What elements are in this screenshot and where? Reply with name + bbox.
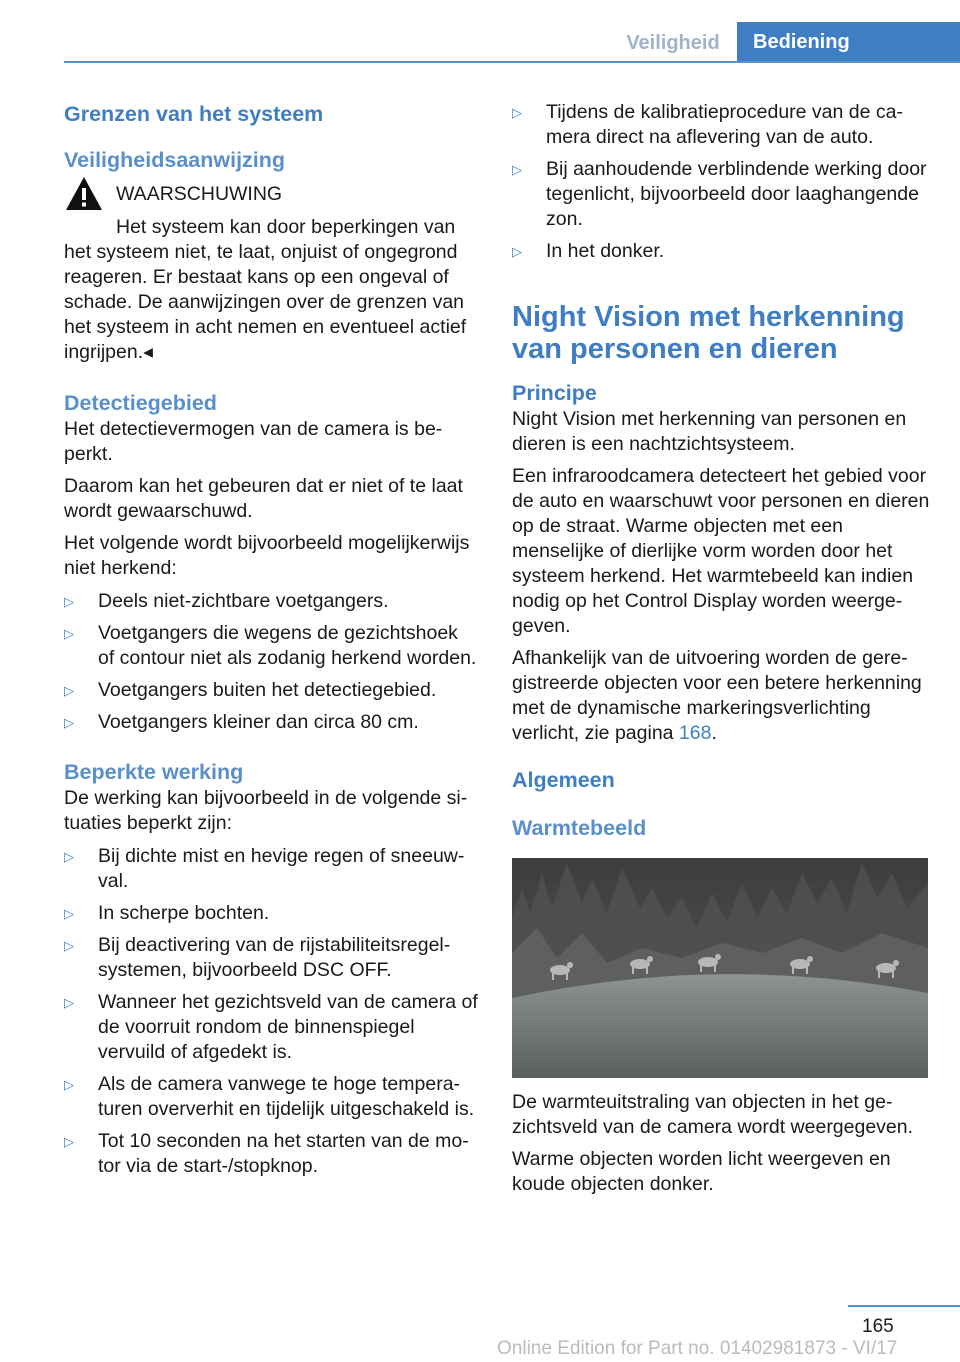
list-item: ▷ Voetgangers kleiner dan circa 80 cm. [64,711,419,733]
detection-paragraph-1: Het detectievermogen van de camera is beperkt. [64,418,443,465]
warning-text: Het systeem kan door beperkingen van het systeem niet, te laat, onjuist of ongegrond reageren. Er bestaat kans op een ongeval of schade. De aanwijzingen over de grenzen van het systeem in acht nemen en eventueel actief ingrijpen.◂ [64,216,467,363]
triangle-bullet-icon: ▷ [64,1077,74,1092]
thermal-paragraph-1: De warmteuitstraling van objecten in het gezichtsveld van de camera wordt weergegeven. [512,1091,914,1138]
warning-triangle-icon [64,174,104,214]
triangle-bullet-icon: ▷ [512,244,522,259]
footer-rule [848,1305,960,1307]
heading-safety-notice: Veiligheidsaanwijzing [64,148,286,172]
limited-list [64,844,478,1179]
header-rule [64,61,960,63]
warning-label: WAARSCHUWING [116,183,283,205]
list-item: ▷ In het donker. [512,240,665,262]
triangle-bullet-icon: ▷ [64,849,74,864]
limited-paragraph: De werking kan bijvoorbeeld in de volgende situaties beperkt zijn: [64,787,468,834]
tab-veiligheid[interactable]: Veiligheid [626,32,720,54]
triangle-bullet-icon: ▷ [64,906,74,921]
list-item: ▷ Voetgangers die wegens de gezichtshoek of contour niet als zodanig herkend worden. [64,622,477,669]
detection-paragraph-3: Het volgende wordt bijvoorbeeld mogelijkerwijs niet herkend: [64,532,470,579]
edition-footer: Online Edition for Part no. 01402981873 - VI/17 [497,1338,898,1359]
triangle-bullet-icon: ▷ [512,162,522,177]
heading-system-limits: Grenzen van het systeem [64,102,324,126]
heading-principle: Principe [512,381,597,405]
list-item: ▷ Deels niet-zichtbare voetgangers. [64,590,389,612]
thermal-image [512,858,928,1078]
triangle-bullet-icon: ▷ [512,105,522,120]
list-item: ▷ Bij deactivering van de rijstabiliteitsregelsystemen, bijvoorbeeld DSC OFF. [64,934,451,981]
heading-night-vision: Night Vision met herkenning van personen en dieren [512,301,905,365]
list-item: ▷ In scherpe bochten. [64,902,270,924]
triangle-bullet-icon: ▷ [64,594,74,609]
list-item: ▷ Wanneer het gezichtsveld van de camera of de voorruit rondom de binnenspiegel vervuild of afgedekt is. [64,991,478,1063]
left-column [64,100,478,1186]
principle-paragraph-3: Afhankelijk van de uitvoering worden de geregistreerde objecten voor een betere herkenning met de dynamische markeringsverlichting verlicht, zie pagina 168. [512,647,922,744]
triangle-bullet-icon: ▷ [64,683,74,698]
warning-block [64,182,478,207]
heading-limited-operation: Beperkte werking [64,760,244,784]
list-item: ▷ Als de camera vanwege te hoge temperaturen oververhit en tijdelijk uitgeschakeld is. [64,1073,475,1120]
principle-paragraph-2: Een infraroodcamera detecteert het gebied voor de auto en waarschuwt voor personen en dieren op de straat. Warme objecten met een menselijke of dierlijke vorm worden door het systeem herkend. Het warmtebeeld kan indien nodig op het Control Display worden weergegeven. [512,465,930,637]
heading-detection-area: Detectiegebied [64,391,217,415]
list-item: ▷ Tot 10 seconden na het starten van de motor via de start-/stopknop. [64,1130,469,1177]
detection-paragraph-2: Daarom kan het gebeuren dat er niet of te laat wordt gewaarschuwd. [64,475,463,522]
triangle-bullet-icon: ▷ [64,938,74,953]
right-column [512,100,930,1197]
tab-bediening[interactable]: Bediening [737,22,960,62]
limited-list-continued [512,100,930,264]
list-item: ▷ Bij dichte mist en hevige regen of sneeuwval. [64,845,465,892]
thermal-paragraph-2: Warme objecten worden licht weergeven en koude objecten donker. [512,1148,891,1195]
heading-thermal-image: Warmtebeeld [512,816,647,840]
triangle-bullet-icon: ▷ [64,1134,74,1149]
heading-general: Algemeen [512,768,615,792]
detection-list [64,589,478,735]
list-item: ▷ Voetgangers buiten het detectiegebied. [64,679,437,701]
page-link[interactable]: 168 [678,722,712,744]
triangle-bullet-icon: ▷ [64,626,74,641]
list-item: ▷ Bij aanhoudende verblindende werking door tegenlicht, bijvoorbeeld door laaghangende zon. [512,158,927,230]
list-item: ▷ Tijdens de kalibratieprocedure van de camera direct na aflevering van de auto. [512,101,903,148]
triangle-bullet-icon: ▷ [64,995,74,1010]
principle-paragraph-1: Night Vision met herkenning van personen en dieren is een nachtzichtsysteem. [512,408,907,455]
page-number: 165 [862,1316,894,1337]
triangle-bullet-icon: ▷ [64,715,74,730]
